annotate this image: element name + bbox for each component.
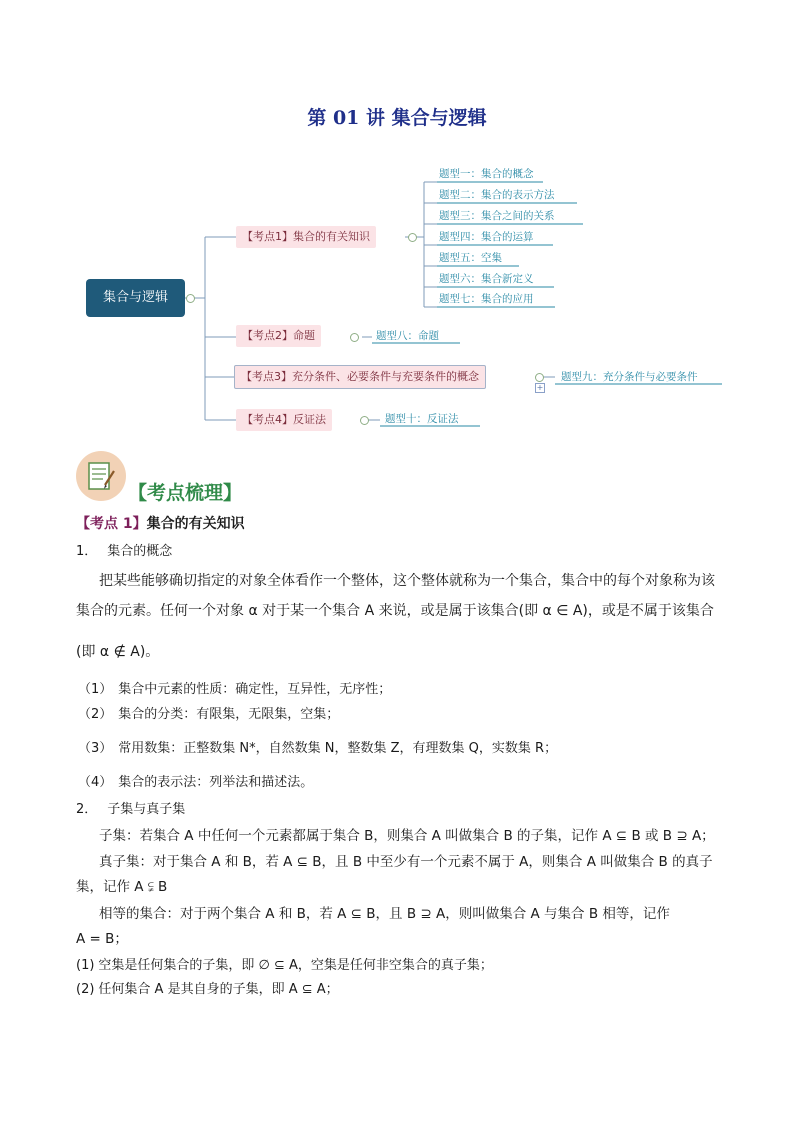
list-number: (1) <box>76 958 95 973</box>
list-item <box>78 773 313 793</box>
paragraph-line: A = B； <box>76 931 128 947</box>
mindmap-branch-4: 【考点4】反证法 <box>236 409 332 431</box>
item-2-heading <box>76 800 185 820</box>
list-item <box>78 739 557 759</box>
list-text: 常用数集：正整数集 N*，自然数集 N，整数集 Z，有理数集 Q，实数集 R； <box>118 741 558 756</box>
mindmap-leaf: 题型八：命题 <box>376 330 439 342</box>
expand-dot-icon[interactable] <box>408 233 417 242</box>
paragraph-line: (即 α ∉ A)。 <box>76 644 160 660</box>
list-item <box>76 980 339 1000</box>
mindmap-leaf: 题型一：集合的概念 <box>439 168 534 180</box>
item-1-heading <box>76 542 172 562</box>
list-number: （1） <box>78 682 113 697</box>
knowledge-point-title <box>76 513 245 533</box>
list-text: 任何集合 A 是其自身的子集，即 A ⊆ A； <box>98 982 339 997</box>
list-item <box>78 680 391 700</box>
paragraph-line: 把某些能够确切指定的对象全体看作一个整体，这个整体就称为一个集合，集合中的每个对象称为该 <box>99 573 715 589</box>
expand-dot-icon[interactable] <box>535 373 544 382</box>
knowledge-point-tag: 【考点 1】 <box>76 516 147 532</box>
list-item <box>76 956 493 976</box>
mindmap-leaf: 题型四：集合的运算 <box>439 231 534 243</box>
page-title: 第 01 讲 集合与逻辑 <box>307 107 487 129</box>
mindmap-branch-2: 【考点2】命题 <box>236 325 321 347</box>
list-number: （2） <box>78 707 113 722</box>
expand-dot-icon[interactable] <box>186 294 195 303</box>
expand-dot-icon[interactable] <box>350 333 359 342</box>
paragraph-line: 子集：若集合 A 中任何一个元素都属于集合 B，则集合 A 叫做集合 B 的子集，记作 A ⊆ B 或 B ⊇ A； <box>99 828 715 844</box>
mindmap-branch-1: 【考点1】集合的有关知识 <box>236 226 376 248</box>
mindmap-leaf: 题型六：集合新定义 <box>439 273 534 285</box>
list-item <box>78 705 339 725</box>
item-title: 子集与真子集 <box>107 802 186 817</box>
expand-dot-icon[interactable] <box>360 416 369 425</box>
list-text: 集合的分类：有限集，无限集，空集； <box>118 707 340 722</box>
paragraph-line: 真子集：对于集合 A 和 B，若 A ⊆ B，且 B 中至少有一个元素不属于 A，则集合 A 叫做集合 B 的真子 <box>99 854 713 870</box>
mindmap-leaf: 题型十：反证法 <box>385 413 459 425</box>
notebook-icon <box>76 451 126 501</box>
knowledge-point-text: 集合的有关知识 <box>146 516 245 532</box>
item-title: 集合的概念 <box>107 544 173 559</box>
mindmap-leaf: 题型七：集合的应用 <box>439 293 534 305</box>
mindmap-leaf: 题型九：充分条件与必要条件 <box>561 371 698 383</box>
list-text: 空集是任何集合的子集，即 ∅ ⊆ A，空集是任何非空集合的真子集； <box>98 958 493 973</box>
list-text: 集合中元素的性质：确定性，互异性，无序性； <box>118 682 392 697</box>
item-number: 2． <box>76 802 98 817</box>
mindmap-root: 集合与逻辑 <box>86 279 185 317</box>
list-text: 集合的表示法：列举法和描述法。 <box>118 775 314 790</box>
paragraph-line: 集，记作 A ⫋ B <box>76 879 168 895</box>
list-number: (2) <box>76 982 95 997</box>
mindmap-leaf: 题型三：集合之间的关系 <box>439 210 555 222</box>
mindmap-leaf: 题型二：集合的表示方法 <box>439 189 555 201</box>
paragraph-line: 相等的集合：对于两个集合 A 和 B，若 A ⊆ B，且 B ⊇ A，则叫做集合 A 与集合 B 相等，记作 <box>99 906 670 922</box>
list-number: （3） <box>78 741 113 756</box>
mindmap-leaf: 题型五：空集 <box>439 252 502 264</box>
section-title: 【考点梳理】 <box>128 482 243 504</box>
paragraph-line: 集合的元素。任何一个对象 α 对于某一个集合 A 来说，或是属于该集合(即 α ∈ A)，或是不属于该集合 <box>76 603 714 619</box>
plus-icon[interactable]: + <box>536 383 544 392</box>
mindmap-branch-3: 【考点3】充分条件、必要条件与充要条件的概念 <box>234 365 486 389</box>
list-number: （4） <box>78 775 113 790</box>
item-number: 1． <box>76 544 98 559</box>
